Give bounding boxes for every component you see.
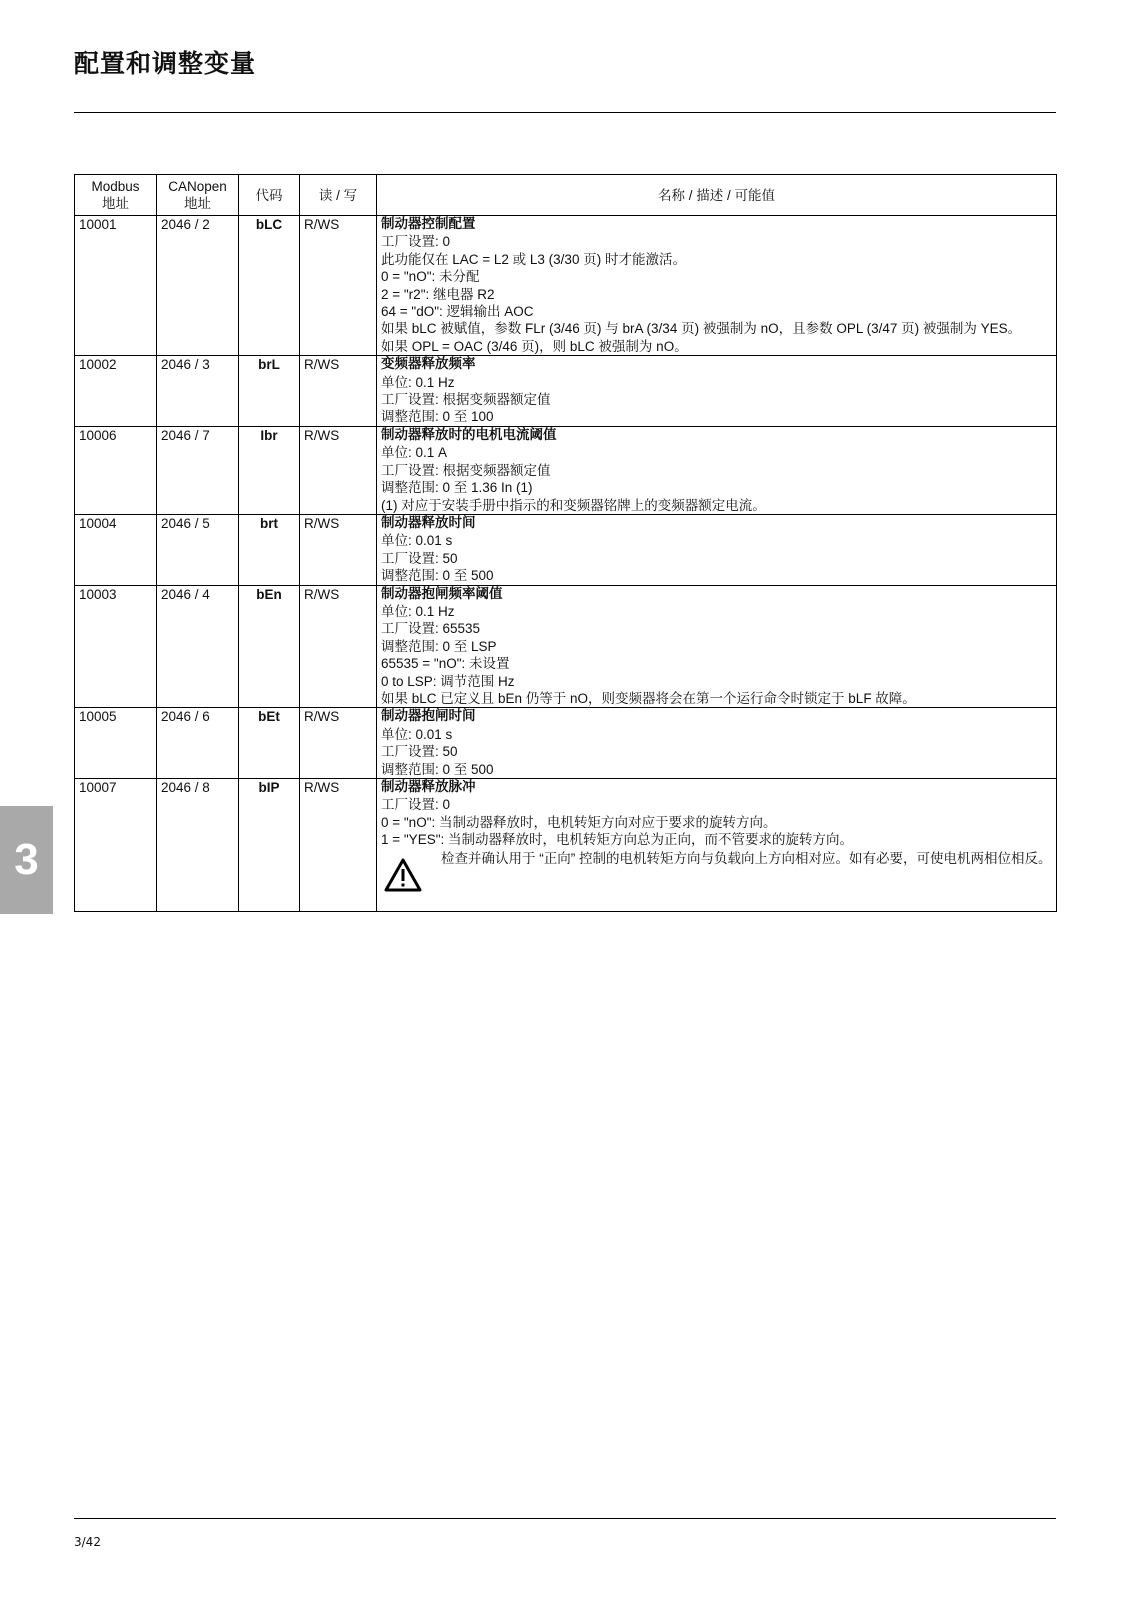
access-rights: R/WS (300, 708, 377, 779)
canopen-address: 2046 / 8 (157, 779, 239, 912)
parameter-code: Ibr (239, 426, 300, 514)
parameter-name: 制动器释放脉冲 (381, 779, 476, 795)
description-line: 工厂设置: 50 (381, 550, 458, 566)
table-header-row (75, 175, 1057, 216)
table-row (75, 779, 1057, 912)
description-line: 工厂设置: 0 (381, 234, 451, 250)
description-line: 单位: 0.01 s (381, 726, 453, 742)
header-canopen: CANopen 地址 (157, 175, 239, 216)
description-line: 1 = "YES": 当制动器释放时，电机转矩方向总为正向，而不管要求的旋转方向。 (381, 832, 853, 848)
parameter-name: 变频器释放频率 (381, 356, 476, 373)
description-line: 调整范围: 0 至 500 (381, 761, 494, 777)
parameter-code: bEn (239, 585, 300, 708)
canopen-address: 2046 / 3 (157, 356, 239, 427)
description-line: (1) 对应于安装手册中指示的和变频器铭牌上的变频器额定电流。 (381, 497, 766, 513)
description-line: 0 to LSP: 调节范围 Hz (381, 673, 515, 689)
parameter-code: bLC (239, 216, 300, 356)
description-line: 此功能仅在 LAC = L2 或 L3 (3/30 页) 时才能激活。 (381, 251, 686, 267)
parameter-description (377, 514, 1057, 585)
parameter-name: 制动器抱闸频率阈值 (381, 585, 503, 602)
description-line: 调整范围: 0 至 LSP (381, 638, 497, 654)
header-modbus: Modbus 地址 (75, 175, 157, 216)
modbus-address: 10001 (75, 216, 157, 356)
description-line: 调整范围: 0 至 500 (381, 568, 494, 584)
access-rights: R/WS (300, 356, 377, 427)
description-line: 65535 = "nO": 未设置 (381, 656, 510, 672)
description-line: 单位: 0.1 Hz (381, 374, 455, 390)
table-row (75, 708, 1057, 779)
table-row (75, 426, 1057, 514)
description-line: 如果 OPL = OAC (3/46 页)，则 bLC 被强制为 nO。 (381, 338, 688, 354)
parameter-name: 制动器控制配置 (381, 216, 476, 232)
description-line: 调整范围: 0 至 100 (381, 409, 494, 425)
modbus-address: 10002 (75, 356, 157, 427)
description-line: 如果 bLC 已定义且 bEn 仍等于 nO，则变频器将会在第一个运行命令时锁定于 bLF 故障。 (381, 690, 916, 706)
description-line: 工厂设置: 65535 (381, 621, 481, 637)
modbus-address: 10006 (75, 426, 157, 514)
description-line: 工厂设置: 50 (381, 744, 458, 760)
parameter-description (377, 426, 1057, 514)
parameter-name: 制动器释放时间 (381, 514, 476, 531)
header-rw: 读 / 写 (300, 175, 377, 216)
description-line: 单位: 0.01 s (381, 533, 453, 549)
canopen-address: 2046 / 7 (157, 426, 239, 514)
warning-icon (383, 857, 423, 893)
access-rights: R/WS (300, 779, 377, 912)
modbus-address: 10004 (75, 514, 157, 585)
description-line: 工厂设置: 0 (381, 797, 451, 813)
description-line: 工厂设置: 根据变频器额定值 (381, 462, 551, 478)
parameter-description (377, 216, 1057, 356)
header-divider (74, 112, 1056, 113)
table-row (75, 514, 1057, 585)
parameter-code: brt (239, 514, 300, 585)
parameter-table (74, 174, 1057, 912)
description-line: 2 = "r2": 继电器 R2 (381, 286, 495, 302)
parameter-description (377, 708, 1057, 779)
warning-text: 检查并确认用于 “正向” 控制的电机转矩方向与负载向上方向相对应。如有必要，可使电机两相位相反。 (441, 850, 1052, 866)
footer-divider (74, 1518, 1056, 1519)
canopen-address: 2046 / 2 (157, 216, 239, 356)
description-line: 0 = "nO": 未分配 (381, 269, 480, 285)
chapter-tab: 3 (0, 806, 53, 914)
access-rights: R/WS (300, 514, 377, 585)
description-line: 工厂设置: 根据变频器额定值 (381, 392, 551, 408)
description-line: 单位: 0.1 A (381, 445, 448, 461)
access-rights: R/WS (300, 216, 377, 356)
parameter-description (377, 779, 1057, 912)
parameter-code: bIP (239, 779, 300, 912)
parameter-name: 制动器抱闸时间 (381, 708, 476, 725)
canopen-address: 2046 / 4 (157, 585, 239, 708)
description-line: 调整范围: 0 至 1.36 In (1) (381, 480, 533, 496)
access-rights: R/WS (300, 585, 377, 708)
header-code: 代码 (239, 175, 300, 216)
canopen-address: 2046 / 6 (157, 708, 239, 779)
access-rights: R/WS (300, 426, 377, 514)
table-row (75, 356, 1057, 427)
page-title: 配置和调整变量 (74, 49, 257, 78)
description-line: 单位: 0.1 Hz (381, 603, 455, 619)
modbus-address: 10005 (75, 708, 157, 779)
parameter-code: brL (239, 356, 300, 427)
table-row (75, 585, 1057, 708)
canopen-address: 2046 / 5 (157, 514, 239, 585)
warning-note (381, 850, 1052, 893)
description-line: 如果 bLC 被赋值，参数 FLr (3/46 页) 与 brA (3/34 页) 被强制为 nO，且参数 OPL (3/47 页) 被强制为 YES。 (381, 321, 1022, 337)
parameter-description (377, 585, 1057, 708)
description-line: 64 = "dO": 逻辑输出 AOC (381, 304, 534, 320)
header-description: 名称 / 描述 / 可能值 (377, 175, 1057, 216)
modbus-address: 10003 (75, 585, 157, 708)
modbus-address: 10007 (75, 779, 157, 912)
description-line: 0 = "nO": 当制动器释放时，电机转矩方向对应于要求的旋转方向。 (381, 814, 777, 830)
parameter-code: bEt (239, 708, 300, 779)
parameter-name: 制动器释放时的电机电流阈值 (381, 426, 557, 443)
page-number: 3/42 (74, 1535, 101, 1549)
parameter-description (377, 356, 1057, 427)
table-row (75, 216, 1057, 356)
